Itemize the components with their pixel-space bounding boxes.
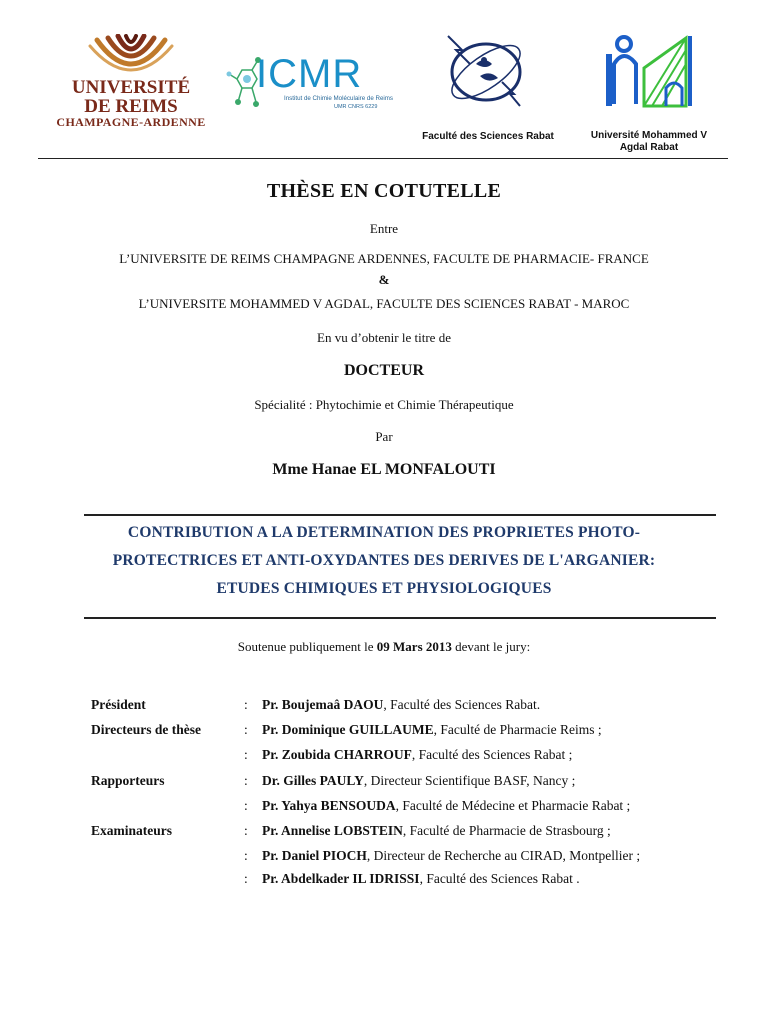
rabat-faculty-label: Faculté des Sciences Rabat <box>422 131 554 142</box>
defense-line <box>0 639 768 655</box>
atom-emblem-icon <box>440 30 530 116</box>
jury-row <box>0 798 768 818</box>
thesis-title-line1: CONTRIBUTION A LA DETERMINATION DES PROPRIETES PHOTO- <box>127 524 641 541</box>
mohammed-v-label-line2: Agdal Rabat <box>619 142 679 153</box>
title-top-rule <box>84 514 716 516</box>
jury-member-affiliation: , Faculté de Médecine et Pharmacie Rabat ; <box>395 798 631 813</box>
icmr-logo-subtitle: Institut de Chimie Moléculaire de Reims <box>284 95 394 102</box>
jury-colon: : <box>244 747 248 762</box>
icmr-logo <box>226 52 396 118</box>
jury-row <box>0 823 768 843</box>
jury-member-name: Pr. Yahya BENSOUDA <box>262 798 396 813</box>
jury-member-name: Pr. Zoubida CHARROUF <box>262 747 412 762</box>
reims-logo-line3: CHAMPAGNE-ARDENNE <box>56 115 206 129</box>
jury-colon: : <box>244 848 248 863</box>
jury-row <box>0 871 768 891</box>
jury-colon: : <box>244 823 248 838</box>
thesis-heading: THÈSE EN COTUTELLE <box>266 180 502 202</box>
jury-colon: : <box>244 697 248 712</box>
jury-role: Rapporteurs <box>91 773 165 788</box>
icmr-logo-code: UMR CNRS 6229 <box>334 104 378 110</box>
reims-fan-icon <box>42 34 220 78</box>
jury-member-name: Pr. Boujemaâ DAOU <box>262 697 384 712</box>
jury-colon: : <box>244 798 248 813</box>
jury-member-affiliation: , Faculté de Pharmacie Reims ; <box>433 722 602 737</box>
icmr-logo-name: ICMR <box>256 52 363 96</box>
jury-row <box>0 722 768 742</box>
university-1: L’UNIVERSITE DE REIMS CHAMPAGNE ARDENNES, FACULTE DE PHARMACIE- FRANCE <box>119 251 649 266</box>
jury-member-name: Pr. Annelise LOBSTEIN <box>262 823 403 838</box>
thesis-title-line2: PROTECTRICES ET ANTI-OXYDANTES DES DERIVES DE L'ARGANIER: <box>112 552 656 569</box>
university-2: L’UNIVERSITE MOHAMMED V AGDAL, FACULTE DES SCIENCES RABAT - MAROC <box>138 296 630 311</box>
by-label: Par <box>375 429 393 444</box>
jury-member-affiliation: , Faculté des Sciences Rabat . <box>419 871 580 886</box>
between-label: Entre <box>369 221 399 236</box>
author-name: Mme Hanae EL MONFALOUTI <box>272 461 496 478</box>
jury-member-affiliation: , Directeur Scientifique BASF, Nancy ; <box>363 773 576 788</box>
reims-logo-line2: DE REIMS <box>84 96 178 117</box>
jury-member-affiliation: , Faculté des Sciences Rabat ; <box>411 747 573 762</box>
degree-title: DOCTEUR <box>343 362 424 379</box>
mohammed-v-logo <box>604 34 694 110</box>
thesis-title-line3: ETUDES CHIMIQUES ET PHYSIOLOGIQUES <box>216 580 552 597</box>
title-bottom-rule <box>84 617 716 619</box>
jury-row <box>0 848 768 868</box>
rabat-faculty-logo <box>440 30 530 116</box>
jury-member-name: Pr. Abdelkader IL IDRISSI <box>262 871 420 886</box>
mohammed-v-label-line1: Université Mohammed V <box>590 130 708 141</box>
jury-role: Directeurs de thèse <box>91 722 201 737</box>
jury-colon: : <box>244 722 248 737</box>
jury-colon: : <box>244 773 248 788</box>
jury-role: Président <box>91 697 146 712</box>
degree-intro: En vu d’obtenir le titre de <box>317 330 451 345</box>
jury-colon: : <box>244 871 248 886</box>
jury-member-affiliation: , Faculté de Pharmacie de Strasbourg ; <box>402 823 611 838</box>
jury-row <box>0 747 768 767</box>
jury-row <box>0 773 768 793</box>
reims-logo <box>42 34 220 130</box>
header-divider <box>38 158 728 159</box>
ampersand: & <box>378 272 390 287</box>
defense-suffix: devant le jury: <box>451 639 531 654</box>
defense-prefix: Soutenue publiquement le <box>237 639 377 654</box>
jury-member-name: Pr. Dominique GUILLAUME <box>262 722 434 737</box>
jury-member-name: Dr. Gilles PAULY <box>262 773 364 788</box>
jury-role: Examinateurs <box>91 823 172 838</box>
jury-member-name: Pr. Daniel PIOCH <box>262 848 367 863</box>
jury-member-affiliation: , Faculté des Sciences Rabat. <box>383 697 541 712</box>
reims-logo-line1: UNIVERSITÉ <box>71 77 191 98</box>
specialty: Spécialité : Phytochimie et Chimie Thérapeutique <box>254 397 514 412</box>
arch-emblem-icon <box>604 34 694 110</box>
jury-member-affiliation: , Directeur de Recherche au CIRAD, Montpellier ; <box>366 848 641 863</box>
defense-date: 09 Mars 2013 <box>376 639 452 654</box>
jury-row <box>0 697 768 717</box>
